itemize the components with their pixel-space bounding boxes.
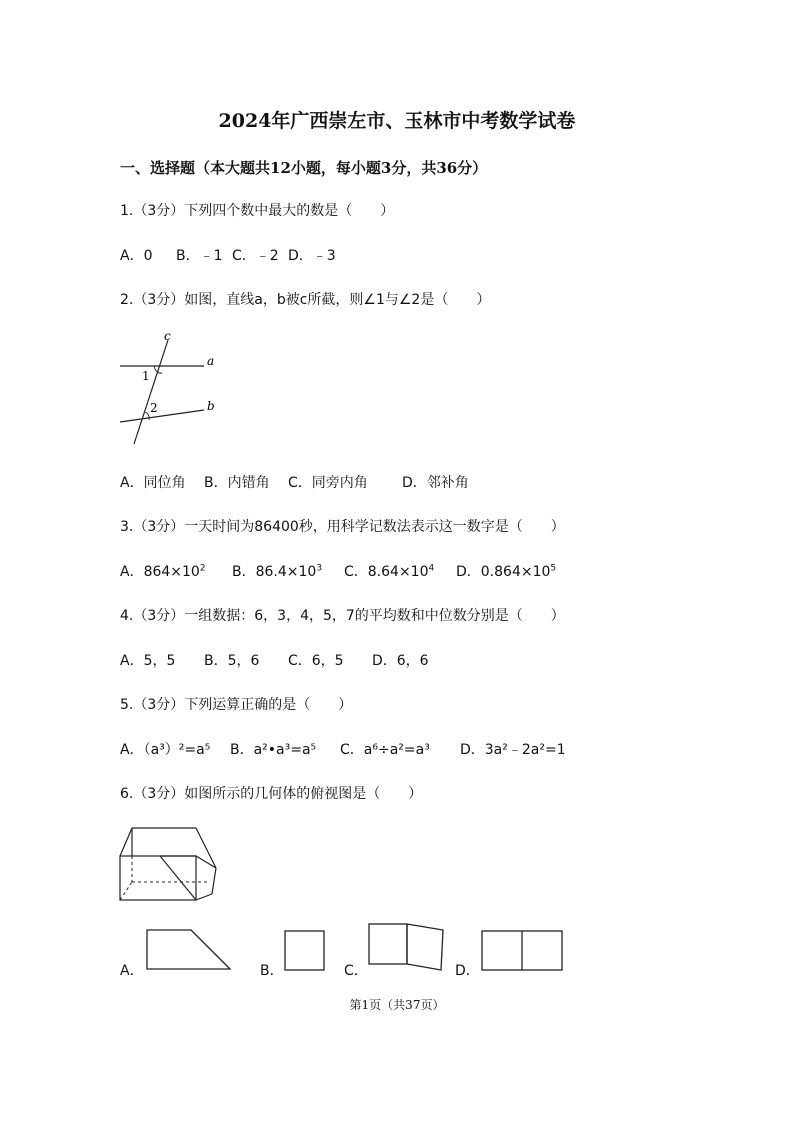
q3-option-c: C．$8.64\times 10^4$ — [344, 563, 435, 580]
question-1-options — [120, 246, 336, 266]
question-4-stem: 4.（3分）一组数据：6，3，4，5，7的平均数和中位数分别是（ ） — [120, 608, 565, 624]
q2-option-a: A．同位角 — [120, 475, 186, 491]
q3-option-b: B．$86.4\times 10^3$ — [232, 563, 323, 580]
q6-option-a-shape — [144, 928, 234, 972]
label-b: b — [207, 399, 215, 413]
section-heading: 一、选择题（本大题共12小题，每小题3分，共36分） — [120, 159, 488, 177]
question-3-options — [120, 562, 556, 582]
q2-option-b: B．内错角 — [204, 475, 270, 491]
label-1: 1 — [142, 369, 150, 383]
question-6-stem: 6.（3分）如图所示的几何体的俯视图是（ ） — [120, 786, 423, 802]
q1-option-b: B．﹣1 — [176, 248, 223, 264]
q4-option-b: B．5，6 — [204, 653, 260, 669]
label-c: c — [164, 329, 171, 343]
label-a: a — [207, 354, 215, 368]
page-footer: 第1页（共37页） — [349, 998, 445, 1012]
q2-parallel-lines-figure — [112, 328, 232, 450]
line-b — [120, 410, 204, 422]
q6-solid-figure — [112, 822, 224, 906]
q6-option-c: C． — [344, 963, 368, 979]
q2-option-d: D．邻补角 — [402, 475, 469, 491]
q1-option-d: D．﹣3 — [288, 248, 336, 264]
question-5-stem: 5.（3分）下列运算正确的是（ ） — [120, 697, 353, 713]
page-title: 2024年广西崇左市、玉林市中考数学试卷 — [218, 110, 576, 132]
q1-option-a: A．0 — [120, 248, 153, 264]
q5-option-c: C．a⁶÷a²=a³ — [340, 742, 430, 758]
q4-option-d: D．6，6 — [372, 653, 429, 669]
q6-option-a: A． — [120, 963, 144, 979]
question-4-options — [120, 651, 429, 671]
line-c — [134, 340, 168, 444]
q3-option-a: A．$864\times 10^2$ — [120, 563, 206, 580]
question-3-stem: 3.（3分）一天时间为86400秒，用科学记数法表示这一数字是（ ） — [120, 519, 565, 535]
q6-option-b: B． — [260, 963, 284, 979]
q6-option-c-shape — [368, 922, 446, 972]
q6-option-d-shape — [480, 929, 564, 973]
q3-option-d: D．$0.864\times 10^5$ — [456, 563, 557, 580]
q5-option-d: D．3a²﹣2a²=1 — [460, 742, 566, 758]
question-1-stem: 1.（3分）下列四个数中最大的数是（ ） — [120, 203, 395, 219]
q2-option-c: C．同旁内角 — [288, 475, 368, 491]
q4-option-c: C．6，5 — [288, 653, 344, 669]
q5-option-b: B．a²•a³=a⁵ — [230, 742, 317, 758]
q1-option-c: C．﹣2 — [232, 248, 279, 264]
label-2: 2 — [150, 401, 158, 415]
q6-option-b-shape — [284, 930, 326, 972]
q5-option-a: A．（a³）²=a⁵ — [120, 742, 211, 758]
question-5-options — [120, 740, 566, 760]
q6-option-d: D． — [455, 963, 480, 979]
question-2-stem: 2.（3分）如图，直线a，b被c所截，则∠1与∠2是（ ） — [120, 292, 491, 308]
q4-option-a: A．5，5 — [120, 653, 176, 669]
question-2-options — [120, 473, 469, 493]
